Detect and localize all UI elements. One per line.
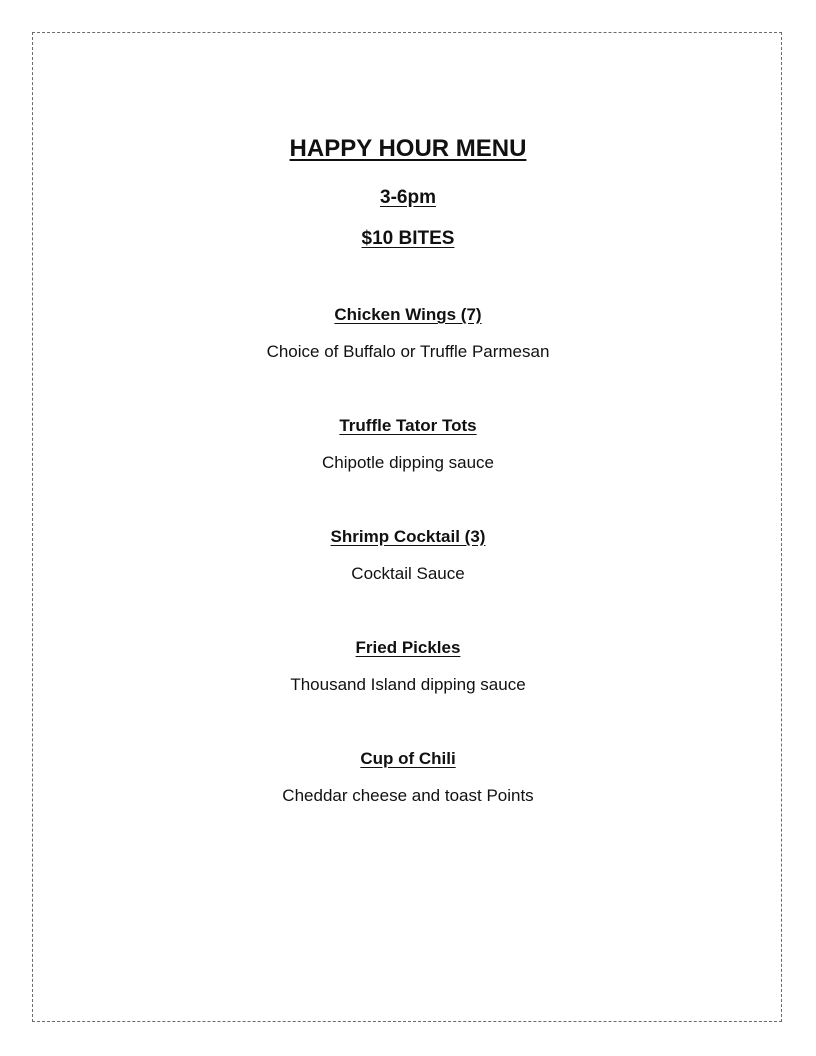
menu-item-description: Thousand Island dipping sauce bbox=[290, 675, 526, 694]
menu-item bbox=[0, 748, 816, 807]
menu-item-description: Cheddar cheese and toast Points bbox=[282, 786, 534, 805]
menu-item bbox=[0, 637, 816, 696]
menu-item-description: Cocktail Sauce bbox=[351, 564, 465, 583]
menu-item-description: Chipotle dipping sauce bbox=[321, 453, 494, 472]
menu-item bbox=[0, 526, 816, 585]
menu-item-name: Truffle Tator Tots bbox=[339, 416, 477, 435]
menu-item-name: Shrimp Cocktail (3) bbox=[330, 527, 486, 546]
menu-item-name: Cup of Chili bbox=[360, 749, 456, 768]
menu-price: $10 BITES bbox=[361, 228, 455, 249]
menu-item-name: Chicken Wings (7) bbox=[334, 305, 482, 324]
menu-time: 3-6pm bbox=[380, 187, 436, 208]
menu-item bbox=[0, 304, 816, 363]
menu-item-description: Choice of Buffalo or Truffle Parmesan bbox=[266, 342, 550, 361]
menu-item-name: Fried Pickles bbox=[355, 638, 461, 657]
menu-item bbox=[0, 415, 816, 474]
menu-title: HAPPY HOUR MENU bbox=[289, 135, 527, 162]
